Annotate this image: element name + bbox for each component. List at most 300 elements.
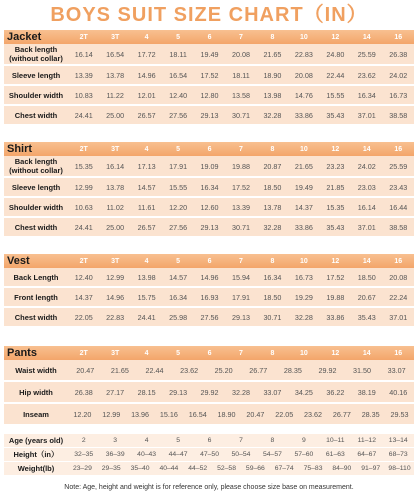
- table-cell: 12.40: [169, 90, 188, 100]
- section-header: [4, 142, 414, 156]
- size-header-cell: 16: [394, 257, 403, 265]
- table-cell: 14.96: [137, 70, 156, 80]
- table-cell: 44–47: [168, 451, 188, 458]
- table-cell: 29.13: [200, 110, 219, 120]
- table-cell: 98–110: [388, 465, 411, 472]
- table-cell: 16.73: [389, 90, 408, 100]
- table-row: [4, 156, 414, 178]
- size-header-cell: 4: [144, 349, 149, 357]
- size-header-cell: 12: [331, 349, 340, 357]
- table-cell: 18.90: [263, 70, 282, 80]
- table-cell: 24.41: [137, 312, 156, 322]
- table-cell: 22.05: [74, 312, 93, 322]
- table-cell: 37.01: [357, 110, 376, 120]
- table-cell: 36–39: [105, 451, 125, 458]
- table-cell: 20.87: [263, 161, 282, 171]
- row-cells: [68, 313, 414, 322]
- size-header-cell: 7: [239, 145, 243, 153]
- table-cell: 13.58: [231, 90, 250, 100]
- section-header: [4, 346, 414, 360]
- table-cell: 33.86: [294, 110, 313, 120]
- table-cell: 22.05: [275, 409, 294, 419]
- table-cell: 13.78: [106, 182, 125, 192]
- table-cell: 22.44: [326, 70, 345, 80]
- table-cell: 47–50: [200, 451, 219, 458]
- table-cell: 29.13: [169, 387, 188, 397]
- table-cell: 18.50: [263, 182, 282, 192]
- table-cell: 15.55: [169, 182, 188, 192]
- table-cell: 2: [81, 437, 86, 444]
- row-cells: [68, 437, 414, 444]
- table-cell: 20.08: [294, 70, 313, 80]
- table-cell: 27.56: [169, 222, 188, 232]
- table-cell: 12.99: [106, 272, 125, 282]
- size-header-cell: 2T: [79, 257, 88, 265]
- table-cell: 14.96: [200, 272, 219, 282]
- table-cell: 16.54: [188, 409, 207, 419]
- table-cell: 7: [239, 437, 243, 444]
- table-cell: 12.99: [102, 409, 121, 419]
- row-cells: [68, 203, 414, 212]
- table-cell: 21.65: [110, 365, 129, 375]
- size-header-cell: 2T: [79, 349, 88, 357]
- table-cell: 20.47: [76, 365, 95, 375]
- table-cell: 13.39: [231, 202, 250, 212]
- table-cell: 15.35: [326, 202, 345, 212]
- row-cells: [68, 465, 414, 472]
- size-header-cell: 4: [144, 257, 149, 265]
- table-cell: 15.35: [74, 161, 93, 171]
- table-cell: 16.73: [294, 272, 313, 282]
- table-cell: 12.20: [169, 202, 188, 212]
- table-cell: 14.57: [169, 272, 188, 282]
- table-cell: 27.56: [200, 312, 219, 322]
- row-label: Back length (without collar): [9, 45, 63, 63]
- table-cell: 22.83: [106, 312, 125, 322]
- table-row: [4, 288, 414, 308]
- row-cells: [68, 273, 414, 282]
- row-label: Shoulder width: [8, 90, 64, 100]
- table-cell: 13.78: [106, 70, 125, 80]
- table-cell: 20.47: [246, 409, 265, 419]
- size-header-cell: 12: [331, 145, 340, 153]
- table-cell: 32.28: [294, 312, 313, 322]
- table-cell: 37.01: [357, 222, 376, 232]
- table-cell: 29–35: [101, 465, 121, 472]
- size-header-cell: 2T: [79, 145, 88, 153]
- table-cell: 19.88: [326, 292, 345, 302]
- row-cells: [68, 293, 414, 302]
- table-cell: 15.75: [137, 292, 156, 302]
- table-cell: 14.76: [294, 90, 313, 100]
- table-cell: 3: [113, 437, 118, 444]
- table-cell: 61–63: [325, 451, 345, 458]
- table-cell: 12.20: [73, 409, 92, 419]
- table-cell: 38.58: [389, 110, 408, 120]
- table-cell: 64–67: [357, 451, 377, 458]
- row-cells: [68, 388, 414, 397]
- table-cell: 15.16: [159, 409, 178, 419]
- table-cell: 28.35: [361, 409, 380, 419]
- size-header-cell: 4: [144, 33, 149, 41]
- table-cell: 14.57: [137, 182, 156, 192]
- table-cell: 11.02: [106, 202, 124, 212]
- size-header-cell: 6: [207, 33, 212, 41]
- size-header-cell: 6: [207, 349, 212, 357]
- table-row: [4, 86, 414, 106]
- section-jacket: [4, 30, 414, 126]
- table-cell: 29.53: [390, 409, 409, 419]
- table-row: [4, 106, 414, 126]
- size-header-cells: [68, 34, 414, 41]
- section-header: [4, 254, 414, 268]
- table-cell: 33.86: [326, 312, 345, 322]
- table-cell: 13.78: [263, 202, 282, 212]
- table-cell: 4: [144, 437, 149, 444]
- row-label: Back Length: [13, 272, 59, 282]
- table-cell: 19.49: [294, 182, 313, 192]
- table-cell: 24.02: [389, 70, 408, 80]
- size-header-cell: 5: [176, 349, 181, 357]
- size-header-cell: 3T: [111, 33, 120, 41]
- section-name: Vest: [7, 255, 30, 267]
- section-pants: [4, 346, 414, 426]
- table-cell: 91–97: [361, 465, 381, 472]
- table-cell: 18.50: [263, 292, 282, 302]
- table-row: [4, 66, 414, 86]
- table-row: [4, 360, 414, 382]
- table-cell: 31.50: [353, 365, 372, 375]
- section-name: Shirt: [7, 143, 33, 155]
- size-header-cell: 3T: [111, 145, 120, 153]
- table-cell: 35.43: [357, 312, 376, 322]
- table-cell: 19.29: [294, 292, 313, 302]
- chart-title: BOYS SUIT SIZE CHART（IN）: [50, 4, 368, 26]
- table-cell: 28.15: [137, 387, 156, 397]
- table-cell: 17.72: [137, 49, 156, 59]
- row-label: Sleeve length: [11, 70, 61, 80]
- table-cell: 19.09: [200, 161, 219, 171]
- table-cell: 16.93: [200, 292, 219, 302]
- table-cell: 40.16: [389, 387, 408, 397]
- table-cell: 5: [176, 437, 180, 444]
- table-cell: 16.14: [74, 49, 93, 59]
- table-cell: 24.02: [357, 161, 376, 171]
- size-header-cell: 14: [362, 145, 371, 153]
- size-header-cell: 4: [144, 145, 149, 153]
- size-header-cell: 8: [270, 349, 275, 357]
- table-cell: 29.13: [200, 222, 219, 232]
- size-header-cell: 10: [300, 349, 308, 357]
- table-cell: 23.62: [357, 70, 376, 80]
- table-cell: 18.50: [357, 272, 376, 282]
- table-cell: 14.37: [294, 202, 313, 212]
- table-cell: 23.62: [180, 365, 199, 375]
- table-cell: 16.34: [169, 292, 188, 302]
- table-cell: 67–74: [274, 465, 294, 472]
- table-cell: 13.96: [131, 409, 150, 419]
- table-cell: 30.71: [231, 222, 250, 232]
- table-cell: 37.01: [389, 312, 408, 322]
- table-cell: 20.08: [231, 49, 250, 59]
- table-cell: 6: [207, 437, 212, 444]
- row-cells: [68, 162, 414, 171]
- table-cell: 75–83: [303, 465, 323, 472]
- row-cells: [68, 410, 414, 419]
- size-header-cell: 16: [394, 33, 403, 41]
- table-cell: 26.57: [137, 222, 156, 232]
- table-cell: 25.59: [357, 49, 376, 59]
- size-header-cell: 10: [300, 145, 308, 153]
- size-header-cell: 8: [270, 145, 275, 153]
- table-cell: 24.80: [326, 49, 345, 59]
- table-cell: 33.07: [387, 365, 406, 375]
- section-name: Pants: [7, 347, 37, 359]
- table-cell: 16.44: [389, 202, 408, 212]
- table-cell: 40–43: [137, 451, 157, 458]
- table-cell: 17.91: [169, 161, 188, 171]
- row-cells: [68, 183, 414, 192]
- table-cell: 84–90: [332, 465, 352, 472]
- table-cell: 32–35: [74, 451, 94, 458]
- table-cell: 38.19: [357, 387, 376, 397]
- size-header-cell: 10: [300, 257, 308, 265]
- row-label: Chest width: [14, 222, 58, 232]
- table-cell: 26.57: [137, 110, 156, 120]
- table-cell: 17.91: [231, 292, 250, 302]
- row-cells: [68, 91, 414, 100]
- table-cell: 33.07: [263, 387, 282, 397]
- section-shirt: [4, 142, 414, 238]
- table-cell: 9: [302, 437, 306, 444]
- size-header-cell: 8: [270, 33, 275, 41]
- table-cell: 35.43: [326, 222, 345, 232]
- table-cell: 57–60: [294, 451, 314, 458]
- table-row: [4, 404, 414, 426]
- section-header: [4, 30, 414, 44]
- table-cell: 22.24: [389, 292, 408, 302]
- size-header-cell: 10: [300, 33, 308, 41]
- table-cell: 20.08: [389, 272, 408, 282]
- table-cell: 26.77: [249, 365, 268, 375]
- table-cell: 32.28: [231, 387, 250, 397]
- table-cell: 11.22: [106, 90, 124, 100]
- row-cells: [68, 71, 414, 80]
- table-cell: 36.22: [326, 387, 345, 397]
- table-cell: 38.58: [389, 222, 408, 232]
- table-cell: 16.34: [263, 272, 282, 282]
- table-cell: 59–66: [245, 465, 265, 472]
- size-header-cells: [68, 350, 414, 357]
- size-header-cell: 7: [239, 257, 243, 265]
- size-header-cell: 6: [207, 145, 212, 153]
- footnote: Note: Age, height and weight is for reference only, please choose size base on measurement.: [64, 484, 354, 491]
- table-cell: 34.25: [294, 387, 313, 397]
- table-cell: 27.56: [169, 110, 188, 120]
- table-cell: 12.60: [200, 202, 219, 212]
- section-name: Jacket: [7, 31, 42, 43]
- table-row: [4, 308, 414, 328]
- table-cell: 16.34: [200, 182, 219, 192]
- table-row: [4, 382, 414, 404]
- table-cell: 20.67: [357, 292, 376, 302]
- table-cell: 12.40: [74, 272, 93, 282]
- table-cell: 12.01: [137, 90, 156, 100]
- table-cell: 30.71: [263, 312, 282, 322]
- table-cell: 15.94: [231, 272, 250, 282]
- size-header-cell: 5: [176, 33, 181, 41]
- row-label: Inseam: [23, 409, 49, 419]
- table-cell: 25.00: [106, 222, 125, 232]
- table-cell: 26.38: [389, 49, 408, 59]
- size-header-cell: 7: [239, 33, 243, 41]
- table-cell: 17.13: [137, 161, 156, 171]
- table-cell: 18.11: [232, 70, 250, 80]
- table-cell: 13–14: [388, 437, 408, 444]
- size-header-cell: 14: [362, 257, 371, 265]
- table-cell: 44–52: [188, 465, 208, 472]
- size-header-cell: 12: [331, 257, 340, 265]
- table-cell: 30.71: [231, 110, 250, 120]
- table-cell: 14.96: [106, 292, 125, 302]
- table-row: [4, 448, 414, 462]
- table-cell: 35.43: [326, 110, 345, 120]
- table-cell: 25.98: [169, 312, 188, 322]
- table-cell: 25.59: [389, 161, 408, 171]
- table-cell: 18.11: [169, 49, 187, 59]
- row-label: Back length (without collar): [9, 157, 63, 175]
- row-cells: [68, 111, 414, 120]
- table-cell: 24.41: [74, 222, 93, 232]
- table-cell: 21.85: [326, 182, 345, 192]
- row-label: Chest width: [14, 110, 58, 120]
- row-cells: [68, 366, 414, 375]
- row-label: Waist width: [15, 365, 57, 375]
- size-header-cell: 8: [270, 257, 275, 265]
- table-cell: 22.44: [145, 365, 164, 375]
- table-cell: 16.34: [357, 90, 376, 100]
- table-cell: 15.55: [326, 90, 345, 100]
- table-cell: 22.83: [294, 49, 313, 59]
- row-label: Hip width: [19, 387, 53, 397]
- table-cell: 11.61: [137, 202, 156, 212]
- table-cell: 10.63: [74, 202, 93, 212]
- table-row: [4, 462, 414, 476]
- size-header-cell: 14: [362, 349, 371, 357]
- table-cell: 19.88: [231, 161, 250, 171]
- size-header-cell: 2T: [79, 33, 88, 41]
- row-label: Front length: [14, 292, 58, 302]
- row-cells: [68, 50, 414, 59]
- table-cell: 25.20: [214, 365, 233, 375]
- size-header-cell: 5: [176, 145, 181, 153]
- size-header-cells: [68, 146, 414, 153]
- table-row: [4, 434, 414, 448]
- size-header-cell: 14: [362, 33, 371, 41]
- table-cell: 16.54: [106, 49, 125, 59]
- table-cell: 26.77: [332, 409, 351, 419]
- table-row: [4, 268, 414, 288]
- table-cell: 13.39: [74, 70, 93, 80]
- table-cell: 27.17: [106, 387, 125, 397]
- row-label: Chest width: [14, 312, 58, 322]
- row-cells: [68, 223, 414, 232]
- table-cell: 19.49: [200, 49, 219, 59]
- row-label: Weight(lb): [17, 464, 55, 473]
- row-label: Sleeve length: [11, 182, 61, 192]
- table-cell: 25.00: [106, 110, 125, 120]
- age-height-weight-table: [4, 434, 414, 476]
- table-cell: 12.99: [74, 182, 93, 192]
- size-header-cell: 16: [394, 145, 403, 153]
- row-label: Age (years old): [8, 436, 64, 445]
- table-cell: 23–29: [72, 465, 92, 472]
- size-header-cell: 5: [176, 257, 181, 265]
- table-cell: 23.62: [304, 409, 323, 419]
- table-cell: 10.83: [74, 90, 93, 100]
- table-cell: 29.92: [318, 365, 337, 375]
- section-vest: [4, 254, 414, 328]
- table-cell: 40–44: [159, 465, 179, 472]
- table-row: [4, 218, 414, 238]
- table-row: [4, 198, 414, 218]
- table-cell: 13.98: [137, 272, 156, 282]
- size-header-cell: 16: [394, 349, 403, 357]
- table-cell: 8: [270, 437, 275, 444]
- table-cell: 35–40: [130, 465, 150, 472]
- table-cell: 17.52: [200, 70, 219, 80]
- table-cell: 68–73: [388, 451, 408, 458]
- table-cell: 17.52: [231, 182, 250, 192]
- table-cell: 32.28: [263, 110, 282, 120]
- table-cell: 16.54: [169, 70, 188, 80]
- table-cell: 28.35: [283, 365, 302, 375]
- size-header-cell: 6: [207, 257, 212, 265]
- table-cell: 21.65: [294, 161, 313, 171]
- table-cell: 10–11: [326, 437, 345, 444]
- table-cell: 16.14: [357, 202, 376, 212]
- row-label: Shoulder width: [8, 202, 64, 212]
- table-cell: 33.86: [294, 222, 313, 232]
- table-cell: 32.28: [263, 222, 282, 232]
- table-cell: 29.92: [200, 387, 219, 397]
- row-cells: [68, 451, 414, 458]
- table-cell: 14.37: [74, 292, 93, 302]
- table-cell: 24.41: [74, 110, 93, 120]
- table-cell: 11–12: [357, 437, 376, 444]
- table-cell: 17.52: [326, 272, 345, 282]
- row-label: Height（in）: [13, 450, 59, 459]
- table-cell: 23.43: [389, 182, 408, 192]
- table-cell: 18.90: [217, 409, 236, 419]
- table-cell: 29.13: [231, 312, 250, 322]
- table-row: [4, 44, 414, 66]
- table-cell: 23.03: [357, 182, 376, 192]
- size-header-cell: 12: [331, 33, 340, 41]
- size-header-cell: 7: [239, 349, 243, 357]
- table-cell: 23.23: [326, 161, 345, 171]
- size-header-cell: 3T: [111, 257, 120, 265]
- size-header-cells: [68, 258, 414, 265]
- table-cell: 54–57: [262, 451, 282, 458]
- size-header-cell: 3T: [111, 349, 120, 357]
- table-cell: 16.14: [106, 161, 125, 171]
- table-cell: 21.65: [263, 49, 282, 59]
- table-cell: 26.38: [74, 387, 93, 397]
- table-cell: 52–58: [217, 465, 236, 472]
- table-cell: 12.80: [200, 90, 219, 100]
- table-cell: 50–54: [231, 451, 251, 458]
